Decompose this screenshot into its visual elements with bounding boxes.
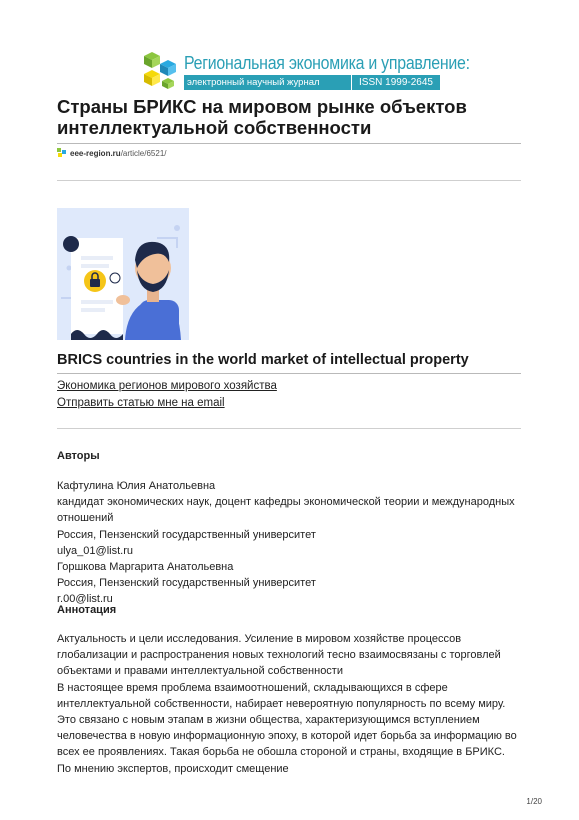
author-1-position: кандидат экономических наук, доцент кафедры экономической теории и международных отношений	[57, 496, 515, 525]
article-title-en: BRICS countries in the world market of intellectual property	[57, 352, 469, 368]
author-2-email: r.00@list.ru	[57, 593, 113, 606]
logo-cubes-icon	[138, 50, 182, 90]
title-divider	[57, 143, 521, 144]
journal-subtitle: электронный научный журнал	[184, 75, 351, 90]
authors-list	[57, 478, 517, 608]
annotation-heading: Аннотация	[57, 604, 117, 616]
author-2-affiliation: Россия, Пензенский государственный университет	[57, 577, 316, 590]
annotation-paragraph: Актуальность и цели исследования. Усиление в мировом хозяйстве процессов глобализации и распространения новых технологий тесно взаимосвязаны с торговлей объектами и правами интеллектуальной собственности	[57, 633, 501, 678]
author-1-email: ulya_01@list.ru	[57, 544, 133, 557]
annotation-body	[57, 631, 521, 777]
authors-heading: Авторы	[57, 450, 100, 462]
links-divider	[57, 428, 521, 429]
author-1-affiliation: Россия, Пензенский государственный университет	[57, 528, 316, 541]
article-illustration	[57, 208, 189, 340]
page-number: 1/20	[526, 797, 542, 806]
annotation-paragraph: В настоящее время проблема взаимоотношений, складывающихся в сфере интеллектуальной собственности, набирает невероятную популярность по всему миру. Это связано с новым этапам в жизни общества, характеризующимся вступлением человечества в новую информационную эпоху, в которой идет борьба за информацию во всех ее проявлениях. Такая борьба не обошла стороной и страны, входящие в БРИКС. По мнению экспертов, происходит смещение	[57, 681, 517, 775]
site-favicon-icon	[57, 148, 67, 158]
source-path: /article/6521/	[120, 149, 167, 158]
journal-logo	[138, 50, 470, 96]
source-divider	[57, 180, 521, 181]
journal-issn: ISSN 1999-2645	[352, 75, 440, 90]
section-link[interactable]: Экономика регионов мирового хозяйства	[57, 380, 277, 392]
journal-title: Региональная экономика и управление:	[184, 52, 470, 73]
author-2-name: Горшкова Маргарита Анатольевна	[57, 561, 234, 574]
article-title: Страны БРИКС на мировом рынке объектов интеллектуальной собственности	[57, 96, 467, 138]
source-domain: eee-region.ru	[70, 149, 121, 158]
author-1-name: Кафтулина Юлия Анатольевна	[57, 480, 216, 492]
email-article-link[interactable]: Отправить статью мне на email	[57, 397, 225, 409]
source-url[interactable]	[57, 148, 167, 160]
en-title-divider	[57, 373, 521, 374]
